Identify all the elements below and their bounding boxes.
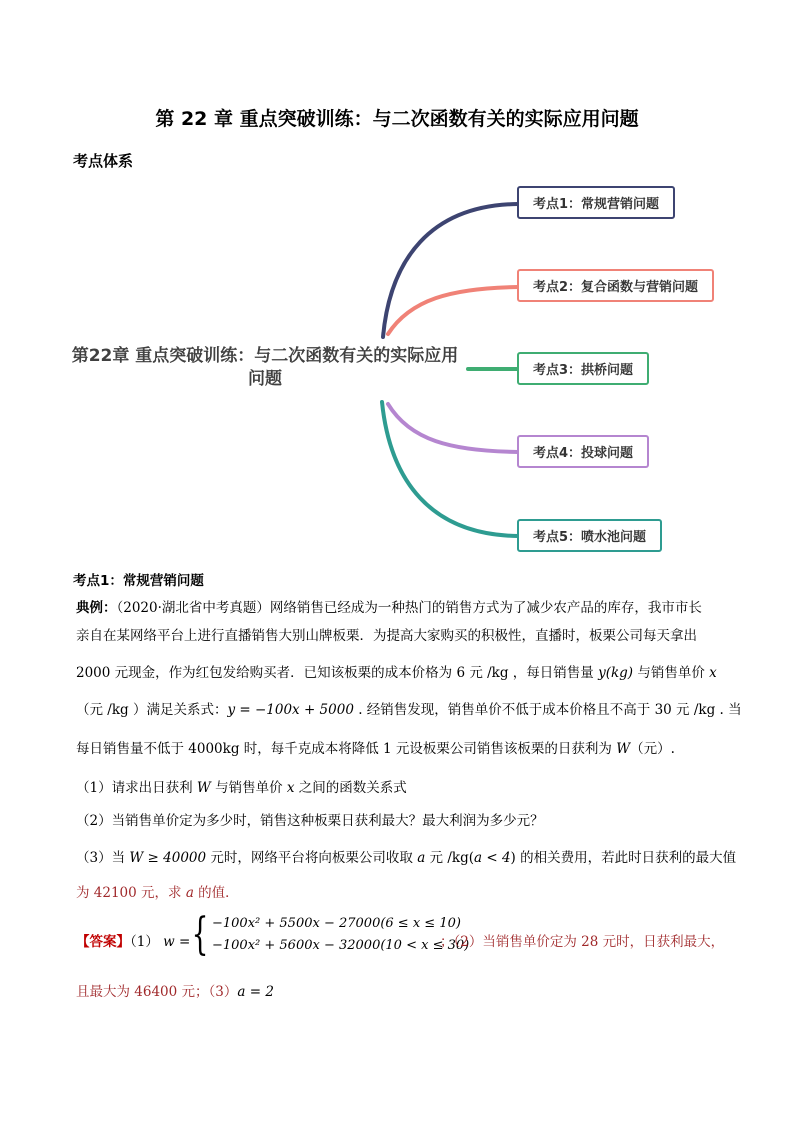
text-span: （3）当 [76,850,130,866]
text-span: （元）. [630,741,675,757]
question-2: （2）当销售单价定为多少时，销售这种板栗日获利最大？最大利润为多少元？ [76,813,544,829]
answer-line-1 [76,932,190,952]
connector-4 [388,404,518,452]
text-span: （1）请求出日获利 [76,780,197,796]
text-span: （1） [130,934,164,950]
text-span: 的值． [193,885,239,901]
text-span: 与销售单价 [210,780,287,796]
brace-symbol: { [191,909,209,960]
math-formula: y = −100x + 5000 [227,702,354,718]
mindmap-node-1: 考点1：常规营销问题 [517,186,675,219]
example-line-5 [76,739,675,759]
math-a-lt-4: a < 4 [474,850,511,866]
section-heading: 考点体系 [73,152,134,170]
text-span: 元 /kg( [425,850,474,866]
cases [212,913,469,957]
question-3-line-2 [76,883,239,903]
text-span: 每日销售量不低于 4000kg 时，每千克成本将降低 1 元设板栗公司销售该板栗的日获利为 [76,741,617,757]
text-span: （元 /kg ）满足关系式： [76,702,228,718]
mindmap-node-3: 考点3：拱桥问题 [517,352,649,385]
example-line-1 [76,598,702,618]
example-line-3 [76,663,717,683]
mindmap-node-4: 考点4：投球问题 [517,435,649,468]
text-span: . 经销售发现，销售单价不低于成本价格且不高于 30 元 /kg . 当 [353,702,742,718]
text-span: 元时，网络平台将向板栗公司收取 [206,850,418,866]
case-1: −100x² + 5500x − 27000(6 ≤ x ≤ 10) [212,916,461,931]
case-2: −100x² + 5600x − 32000(10 < x ≤ 30) [212,938,470,953]
math-w: W [616,741,631,757]
answer-line-2 [76,982,274,1002]
question-1 [76,778,407,798]
math-w: W [196,780,211,796]
mindmap-node-5: 考点5：喷水池问题 [517,519,662,552]
math-x: x [709,665,717,681]
connector-2 [388,287,518,334]
text-span: 为 42100 元，求 [76,885,186,901]
example-line-2: 亲自在某网络平台上进行直播销售大别山牌板栗．为提高大家购买的积极性，直播时，板栗公司每天拿出 [76,628,697,644]
text-span: 且最大为 46400 元；（3） [76,984,238,1000]
question-3 [76,848,736,868]
math-w: W ≥ 40000 [129,850,207,866]
math-w: w = [163,934,191,950]
mindmap-root: 第22章 重点突破训练：与二次函数有关的实际应用问题 [71,346,459,389]
answer-label: 【答案】 [76,934,130,950]
text-span: ) 的相关费用，若此时日获利的最大值 [510,850,737,866]
text-span: 之间的函数关系式 [294,780,407,796]
example-text-1: （2020·湖北省中考真题）网络销售已经成为一种热门的销售方式为了减少农产品的库存，我市市长 [116,600,702,616]
math-y: y(kg) [598,665,634,681]
example-label: 典例： [76,600,117,616]
page-title: 第 22 章 重点突破训练：与二次函数有关的实际应用问题 [155,108,639,130]
math-x: x [286,780,295,796]
topic-heading: 考点1：常规营销问题 [73,573,204,589]
piecewise-function [186,909,470,960]
text-span: 2000 元现金，作为红包发给购买者．已知该板栗的成本价格为 6 元 /kg ，每日销售量 [76,665,599,681]
mindmap-node-2: 考点2：复合函数与营销问题 [517,269,714,302]
math-a-value: a = 2 [237,984,274,1000]
answer-line-1-tail: ；（2）当销售单价定为 28 元时，日获利最大， [440,934,725,950]
math-a: a [417,850,426,866]
math-a: a [185,885,194,901]
text-span: 与销售单价 [633,665,710,681]
example-line-4 [76,700,742,720]
